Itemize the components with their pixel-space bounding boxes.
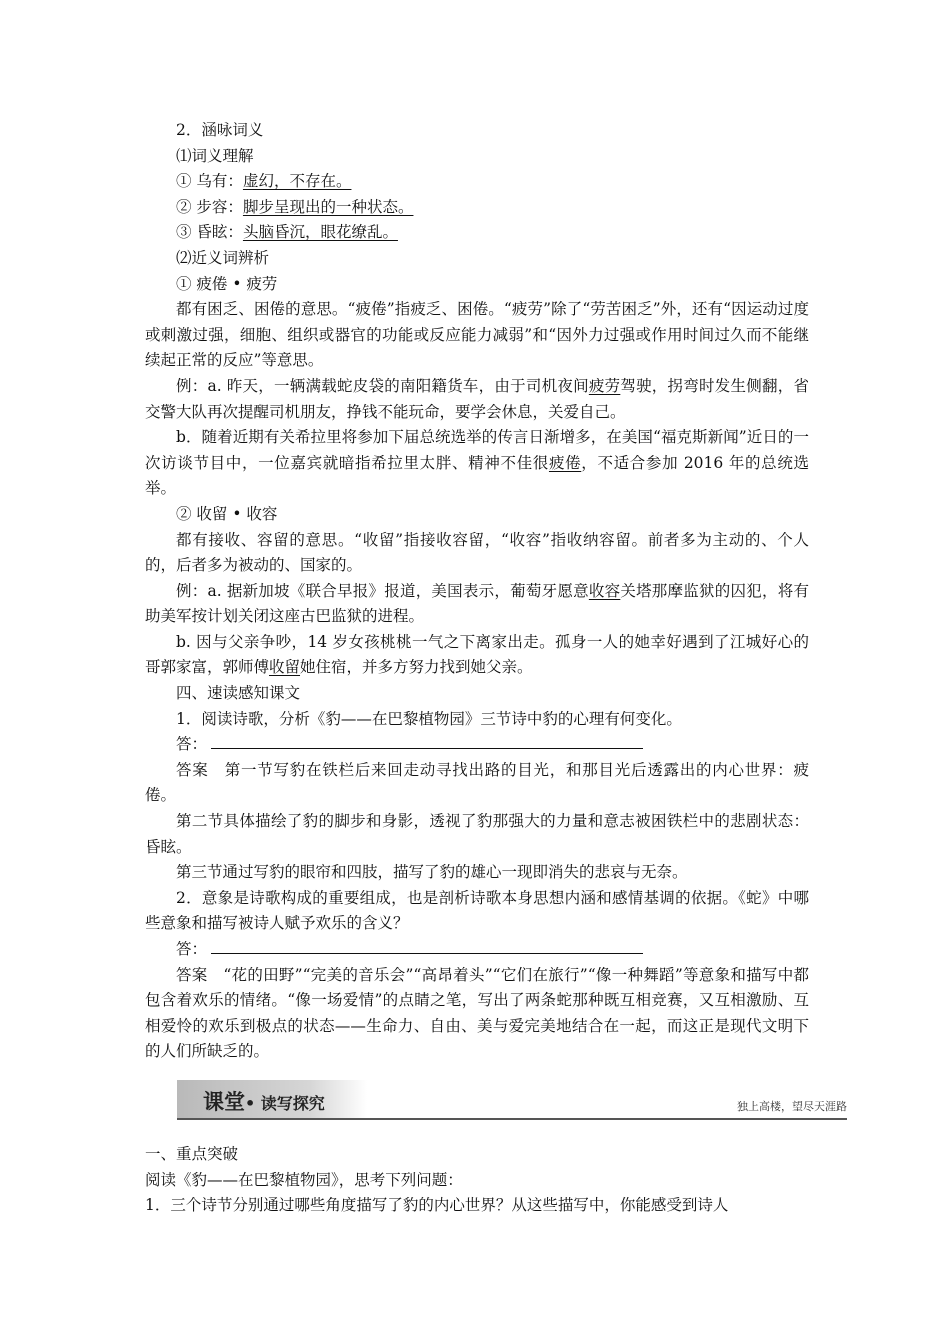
question: 1．阅读诗歌，分析《豹——在巴黎植物园》三节诗中豹的心理有何变化。 bbox=[176, 709, 682, 728]
answer-line: 答： bbox=[145, 732, 809, 758]
banner-rule bbox=[177, 1118, 847, 1120]
banner-motto: 独上高楼，望尽天涯路 bbox=[737, 1100, 847, 1113]
example-keyword: 收容 bbox=[588, 581, 621, 600]
synonym-group-title: ① 疲倦 • 疲劳 bbox=[176, 274, 278, 293]
word-item: ① 乌有：虚幻，不存在。 bbox=[176, 172, 352, 191]
paragraph: 阅读《豹——在巴黎植物园》，思考下列问题： bbox=[145, 1170, 463, 1189]
word-item: ② 步容：脚步呈现出的一种状态。 bbox=[176, 197, 414, 216]
answer-line: 答： bbox=[145, 937, 809, 963]
word-definition: 虚幻，不存在。 bbox=[242, 172, 352, 191]
subsection-heading: ⑵近义词辨析 bbox=[176, 248, 270, 267]
answer-blank[interactable] bbox=[211, 937, 643, 954]
word-definition: 脚步呈现出的一种状态。 bbox=[242, 197, 414, 216]
word-item: ③ 昏眩：头脑昏沉，眼花缭乱。 bbox=[176, 223, 398, 242]
example-paragraph: b. 因与父亲争吵，14 岁女孩桃桃一气之下离家出走。孤身一人的她幸好遇到了江城好心的哥郭家富，郭师傅收留她住宿，并多方努力找到她父亲。 bbox=[145, 632, 809, 677]
section-heading: 一、重点突破 bbox=[145, 1145, 239, 1163]
section-heading: 四、速读感知课文 bbox=[176, 684, 301, 703]
paragraph: 都有接收、容留的意思。“收留”指接收容留，“收容”指收纳容留。前者多为主动的、个人的，后者多为被动的、国家的。 bbox=[145, 530, 809, 575]
example-keyword: 疲倦 bbox=[548, 453, 582, 472]
answer-paragraph: 第三节通过写豹的眼帘和四肢，描写了豹的雄心一现即消失的悲哀与无奈。 bbox=[176, 863, 688, 882]
example-keyword: 收留 bbox=[269, 658, 301, 677]
banner-title: 课堂• 读写探究 bbox=[203, 1090, 325, 1114]
question: 1．三个诗节分别通过哪些角度描写了豹的内心世界？从这些描写中，你能感受到诗人 bbox=[145, 1196, 729, 1215]
answer-paragraph: 第二节具体描绘了豹的脚步和身影，透视了豹那强大的力量和意志被困铁栏中的悲剧状态：昏眩。 bbox=[145, 812, 809, 856]
page-body-continued bbox=[145, 1142, 809, 1219]
page-body bbox=[145, 118, 809, 1065]
subsection-heading: ⑴词义理解 bbox=[176, 146, 254, 165]
example-paragraph: b．随着近期有关希拉里将参加下届总统选举的传言日渐增多，在美国“福克斯新闻”近日的一次访谈节目中，一位嘉宾就暗指希拉里太胖、精神不佳很疲倦，不适合参加 2016 年的总统选举。 bbox=[145, 428, 809, 498]
word-definition: 头脑昏沉，眼花缭乱。 bbox=[242, 223, 398, 242]
paragraph: 都有困乏、困倦的意思。“疲倦”指疲乏、困倦。“疲劳”除了“劳苦困乏”外，还有“因运动过度或刺激过强，细胞、组织或器官的功能或反应能力减弱”和“因外力过强或作用时间过久而不能继续起正常的反应”等意思。 bbox=[145, 300, 809, 370]
answer-blank[interactable] bbox=[211, 732, 643, 749]
example-paragraph: 例：a. 昨天，一辆满载蛇皮袋的南阳籍货车，由于司机夜间疲劳驾驶，拐弯时发生侧翻，省交警大队再次提醒司机朋友，挣钱不能玩命，要学会休息，关爱自己。 bbox=[145, 376, 809, 421]
example-paragraph: 例：a. 据新加坡《联合早报》报道，美国表示，葡萄牙愿意收容关塔那摩监狱的囚犯，将有助美军按计划关闭这座古巴监狱的进程。 bbox=[145, 581, 809, 626]
question: 2．意象是诗歌构成的重要组成，也是剖析诗歌本身思想内涵和感情基调的依据。《蛇》中哪些意象和描写被诗人赋予欢乐的含义？ bbox=[145, 888, 809, 933]
example-keyword: 疲劳 bbox=[588, 376, 621, 395]
synonym-group-title: ② 收留 • 收容 bbox=[176, 504, 278, 523]
section-banner bbox=[177, 1080, 847, 1120]
answer-paragraph: 答案 “花的田野”“完美的音乐会”“高昂着头”“它们在旅行”“像一种舞蹈”等意象和描写中都包含着欢乐的情绪。“像一场爱情”的点睛之笔，写出了两条蛇那种既互相竞赛，又互相激励、互相爱怜的欢乐到极点的状态——生命力、自由、美与爱完美地结合在一起，而这正是现代文明下的人们所缺乏的。 bbox=[145, 965, 809, 1061]
answer-paragraph: 答案 第一节写豹在铁栏后来回走动寻找出路的目光，和那目光后透露出的内心世界：疲倦。 bbox=[145, 760, 809, 805]
section-heading: 2．涵咏词义 bbox=[176, 121, 264, 139]
